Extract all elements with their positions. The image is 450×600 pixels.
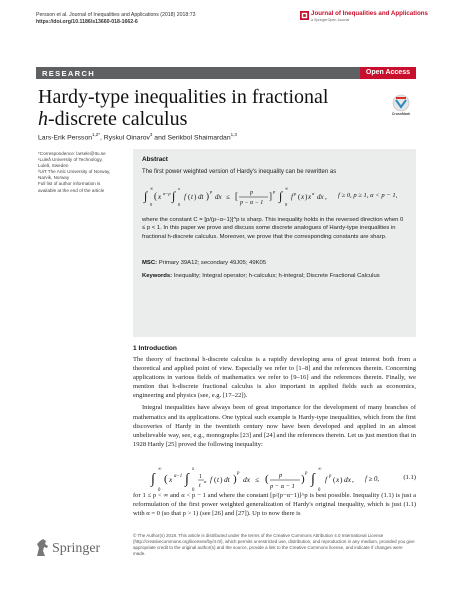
section-banner (36, 67, 416, 79)
svg-text:(: ( (265, 473, 269, 485)
abstract-heading: Abstract (142, 156, 168, 163)
svg-text:dx: dx (215, 193, 222, 201)
svg-text:(: ( (188, 193, 191, 201)
svg-text:t: t (199, 483, 201, 489)
crossmark-button[interactable] (386, 94, 416, 118)
equation-condition: f ≥ 0, (365, 476, 380, 483)
msc-label: MSC: (142, 260, 158, 266)
svg-text:): ) (340, 475, 343, 484)
paragraph: Integral inequalities have always been of great importance for the development of many branches of mathematics and its applications. One typical such example is Hardy-type inequalities, which from the first discoveries of Hardy in the twentieth century now have been developed and applied in an almost unbelievable way, see, e.g., monographs [23] and [24] and the references therein. Let us just mention that in 1928 Hardy [25] proved the following inequality: (133, 404, 416, 448)
svg-text:∫: ∫ (151, 472, 155, 487)
svg-text:dt: dt (198, 193, 204, 201)
license-text: © The Author(s) 2018. This article is distributed under the terms of the Creative Commons Attribution 4.0 International License (http://creativecommons.org/licenses/by/4.0/), which permits unrestricted use, distribution, and reproduction in any medium, provided you give appropriate credit to the original author(s) and the source, provide a link to the Creative Commons license, and indicate if changes were made. (133, 533, 415, 557)
abstract-intro: The first power weighted version of Hardy's inequality can be rewritten as (142, 169, 337, 175)
doi-link[interactable]: https://doi.org/10.1186/s13660-018-1662-6 (36, 19, 138, 25)
svg-text:∫: ∫ (185, 472, 189, 487)
abstract-box (133, 149, 416, 337)
author-1[interactable]: Lars-Erik Persson (38, 134, 93, 142)
journal-name: Journal of Inequalities and Applications (311, 10, 429, 17)
svg-text:∫: ∫ (144, 189, 148, 203)
svg-text:): ) (301, 473, 305, 485)
title-line-2-rest: -discrete calculus (48, 108, 188, 130)
publisher-line: a SpringerOpen Journal (311, 18, 350, 22)
svg-text:0: 0 (192, 488, 195, 493)
author-2-affil: 3 (149, 132, 153, 137)
affiliation-line: Luleå, Sweden (38, 163, 69, 169)
msc-codes (142, 260, 408, 266)
svg-text:,: , (325, 193, 327, 201)
title-line-1: Hardy-type inequalities in fractional (38, 86, 329, 108)
svg-text:∫: ∫ (311, 472, 315, 487)
svg-text:α−1: α−1 (174, 474, 183, 479)
author-1-affil: 1,2* (92, 132, 101, 137)
affiliation-line: Narvik, Norway (38, 175, 70, 181)
svg-text:t: t (217, 475, 220, 484)
svg-text:): ) (305, 193, 308, 201)
article-title (38, 86, 348, 130)
open-access-badge: Open Access (360, 67, 416, 79)
svg-text:x: x (336, 475, 340, 484)
article-type: RESEARCH (42, 68, 96, 78)
svg-text:dt: dt (224, 475, 230, 484)
svg-text:x: x (158, 193, 162, 201)
crossmark-label: CrossMark (391, 112, 411, 116)
section-heading: 1 Introduction (133, 345, 177, 352)
title-h: h (38, 108, 48, 130)
running-header (36, 12, 195, 26)
svg-text:x: x (192, 467, 195, 472)
svg-text:,: , (352, 475, 354, 484)
svg-text:f: f (184, 193, 186, 201)
svg-text:p: p (279, 472, 283, 479)
svg-text:[: [ (235, 191, 238, 201)
equation-number: (1.1) (403, 474, 416, 481)
journal-logo-icon (300, 11, 309, 20)
springer-logo[interactable] (34, 536, 130, 560)
svg-text:∞: ∞ (285, 186, 289, 191)
svg-text:1: 1 (199, 474, 202, 480)
svg-text:∞: ∞ (158, 467, 162, 472)
svg-text:α: α (312, 191, 315, 196)
svg-text:p: p (329, 474, 332, 479)
correspondence[interactable]: *Correspondence: larsele@Itu.se (38, 151, 106, 156)
author-2[interactable]: , Ryskul Oinarov (100, 134, 150, 142)
affiliation-note: Full list of author information is (38, 181, 101, 187)
svg-text:dx: dx (317, 193, 324, 201)
crossmark-icon (386, 94, 416, 112)
svg-text:f: f (210, 475, 213, 484)
svg-text:0: 0 (318, 488, 321, 493)
springer-horse-icon (34, 538, 50, 558)
svg-text:p: p (210, 189, 213, 194)
paragraph: for 1 ≤ p < ∞ and α < p − 1 and where the constant [p/(p−α−1)]^p is best possible. Inequality (1.1) is just a reformulation of the first power weighted generalization of Hardy's original inequality, which is just (1.1) with α = 0 (so that p > 1) (see [26] and [27]). Up to now there is (133, 492, 416, 518)
svg-text:): ) (233, 473, 237, 485)
keywords-label: Keywords: (142, 273, 173, 279)
svg-text:dx: dx (243, 475, 250, 484)
abstract-formula (142, 184, 408, 210)
svg-text:]: ] (269, 191, 272, 201)
svg-text:p − α − 1: p − α − 1 (240, 200, 264, 206)
svg-text:0: 0 (285, 202, 288, 207)
title-line-2 (38, 108, 348, 130)
svg-text:t: t (191, 193, 193, 201)
svg-text:(: ( (298, 193, 301, 201)
affiliation-line: ¹Luleå University of Technology, (38, 157, 103, 163)
abstract-text: where the constant C = [p/(p−α−1)]^p is sharp. This inequality holds in the reversed direction when 0 ≤ p < 1. In this paper we prove and discuss some discrete analogues of Hardy-type inequalities in fractional h-discrete calculus. Moreover, we prove that the corresponding constants are sharp. (142, 217, 404, 240)
paragraph: The theory of fractional h-discrete calculus is a rapidly developing area of great interest both from a theoretical and applied point of view. Especially we refer to [1–8] and the references therein. Concerning applications in various fields of mathematics we refer to [9–16] and the references therein. Finally, we mention that h-discrete fractional calculus is also important in applied fields such as economics, engineering and physics (see, e.g. [17–22]). (133, 356, 416, 400)
author-list (38, 132, 237, 141)
affiliation-note: available at the end of the article (38, 187, 105, 193)
affiliation-line: ²UiT The Artic University of Norway, (38, 169, 111, 175)
svg-text:p: p (250, 190, 253, 196)
svg-text:∫: ∫ (279, 189, 283, 203)
svg-text:p: p (273, 189, 276, 194)
svg-text:p: p (237, 471, 240, 476)
svg-text:∫: ∫ (172, 189, 176, 203)
svg-text:p: p (305, 471, 308, 476)
journal-logo[interactable] (300, 10, 430, 24)
springer-wordmark: Springer (52, 541, 101, 556)
svg-text:∞: ∞ (318, 467, 322, 472)
svg-text:p − α − 1: p − α − 1 (270, 483, 295, 490)
svg-text:0: 0 (158, 488, 161, 493)
keywords (142, 272, 408, 280)
svg-text:): ) (194, 193, 197, 201)
svg-text:p: p (294, 191, 297, 196)
svg-text:(: ( (333, 475, 336, 484)
intro-body-continued (133, 491, 416, 518)
formula-condition: f ≥ 0, p ≥ 1, α < p − 1, (338, 192, 398, 199)
svg-text:α: α (204, 479, 207, 484)
svg-text:(: ( (214, 475, 217, 484)
svg-text:f: f (291, 193, 293, 201)
svg-text:dx: dx (344, 475, 351, 484)
affiliations (38, 151, 130, 194)
svg-text:x: x (178, 186, 180, 191)
svg-text:f: f (325, 475, 328, 484)
intro-body (133, 355, 416, 449)
svg-text:): ) (220, 475, 223, 484)
svg-text:x: x (301, 193, 305, 201)
svg-text:(: ( (164, 473, 168, 485)
citation: Persson et al. Journal of Inequalities and Applications (2018) 2018:73 (36, 12, 196, 18)
svg-text:): ) (206, 191, 209, 201)
svg-text:(: ( (154, 191, 157, 201)
svg-text:∞: ∞ (150, 186, 154, 191)
svg-text:x: x (308, 193, 312, 201)
svg-text:≤: ≤ (226, 193, 230, 201)
svg-text:α−p: α−p (163, 191, 171, 196)
msc-values: Primary 39A12; secondary 49J05; 49K05 (157, 260, 267, 266)
author-3[interactable]: and Serikbol Shaimardan (152, 134, 231, 142)
keywords-values: Inequality; Integral operator; h-calculus; h-integral; Discrete Fractional Calculus (172, 273, 380, 279)
svg-text:0: 0 (150, 202, 153, 207)
svg-text:≤: ≤ (255, 475, 260, 484)
author-3-affil: 1,3 (230, 132, 237, 137)
svg-text:x: x (169, 475, 173, 484)
svg-text:0: 0 (178, 202, 181, 207)
